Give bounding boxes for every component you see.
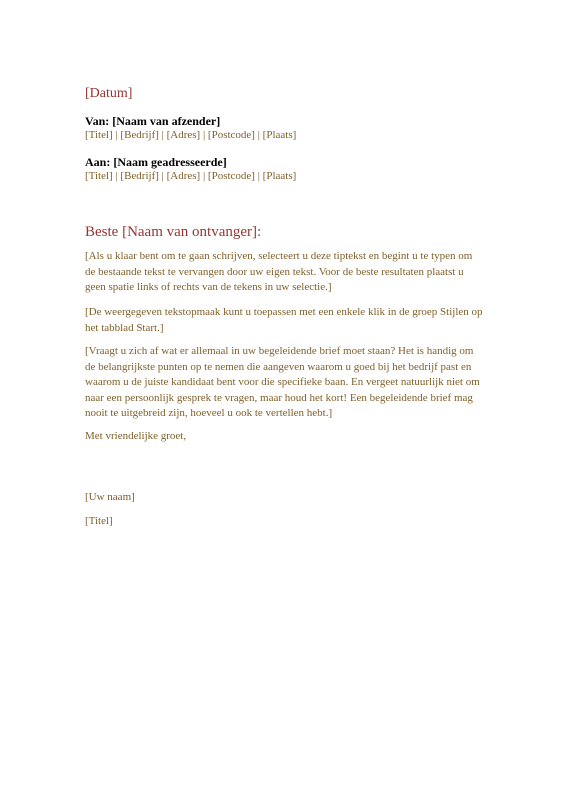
separator: | [200, 129, 208, 141]
sender-title[interactable]: [Titel] [85, 129, 113, 141]
recipient-address-line [85, 170, 296, 182]
body-paragraph-2[interactable]: [De weergegeven tekstopmaak kunt u toepassen met een enkele klik in de groep Stijlen op het tabblad Start.] [85, 306, 483, 334]
date-placeholder[interactable]: [Datum] [85, 86, 133, 101]
recipient-company[interactable]: [Bedrijf] [120, 170, 159, 182]
recipient-title[interactable]: [Titel] [85, 170, 113, 182]
signature-title[interactable]: [Titel] [85, 515, 113, 527]
salutation[interactable]: Beste [Naam van ontvanger]: [85, 224, 262, 240]
body-paragraph-1[interactable]: [Als u klaar bent om te gaan schrijven, selecteert u deze tiptekst en begint u te typen om de bestaande tekst te vervangen door uw eigen tekst. Voor de beste resultaten plaatst u geen spatie links of rechts van de tekens in uw selectie.] [85, 250, 473, 293]
body-paragraph-3[interactable]: [Vraagt u zich af wat er allemaal in uw begeleidende brief moet staan? Het is handig om de belangrijkste punten op te nemen die aangeven waarom u goed bij het bedrijf past en waarom u de juiste kandidaat bent voor die specifieke baan. En vergeet natuurlijk niet om naar een persoonlijk gesprek te vragen, maar houd het kort! Een begeleidende brief mag nooit te uitgebreid zijn, hoeveel u ook te vertellen hebt.] [85, 345, 480, 419]
sender-postcode[interactable]: [Postcode] [207, 129, 255, 141]
signature-name[interactable]: [Uw naam] [85, 491, 135, 503]
closing[interactable]: Met vriendelijke groet, [85, 430, 187, 442]
recipient-name[interactable]: Aan: [Naam geadresseerde] [85, 155, 227, 169]
sender-company[interactable]: [Bedrijf] [120, 129, 159, 141]
separator: | [200, 170, 208, 182]
recipient-address[interactable]: [Adres] [166, 170, 201, 182]
sender-address-line [85, 129, 296, 141]
separator: | [158, 170, 167, 182]
separator: | [254, 129, 263, 141]
sender-city[interactable]: [Plaats] [262, 129, 297, 141]
separator: | [254, 170, 263, 182]
recipient-postcode[interactable]: [Postcode] [207, 170, 255, 182]
separator: | [112, 129, 121, 141]
recipient-city[interactable]: [Plaats] [262, 170, 297, 182]
sender-name[interactable]: Van: [Naam van afzender] [85, 114, 221, 128]
separator: | [112, 170, 121, 182]
sender-address[interactable]: [Adres] [166, 129, 201, 141]
separator: | [158, 129, 167, 141]
